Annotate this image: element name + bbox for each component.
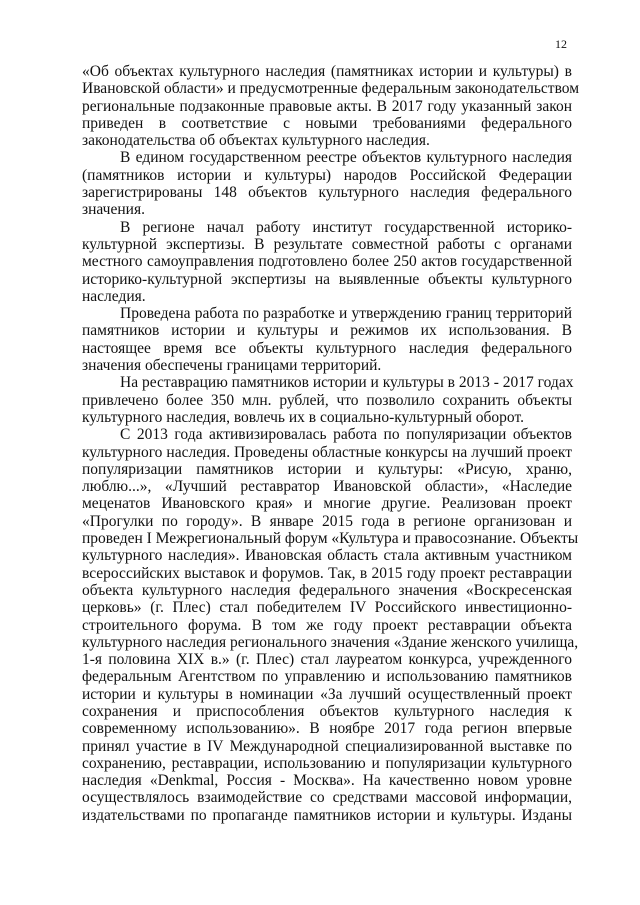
text-line: привлечено более 350 млн. рублей, что позволило сохранить объекты — [82, 391, 572, 409]
text-line: местного самоуправления подготовлено более 250 актов государственной — [82, 253, 572, 271]
text-line: памятников истории и культуры и режимов их использования. В — [82, 322, 572, 340]
text-line: культурной экспертизы. В результате совместной работы с органами — [82, 235, 572, 253]
text-line: культурного наследия, вовлечь их в социально-культурный оборот. — [82, 408, 524, 426]
text-line: В едином государственном реестре объектов культурного наследия — [120, 149, 572, 167]
text-line: люблю...», «Лучший реставратор Ивановской области», «Наследие — [82, 478, 572, 496]
paragraph — [82, 305, 572, 374]
text-line: наследия. — [82, 287, 146, 305]
paragraph — [82, 63, 580, 150]
text-line: 1-я половина XIX в.» (г. Плес) стал лауреатом конкурса, учрежденного — [82, 651, 572, 669]
text-line: культурного наследия». Ивановская область стала активным участником — [82, 547, 572, 565]
text-line: объекта культурного наследия федерального значения «Воскресенская — [82, 581, 572, 599]
text-line: культурного наследия. Проведены областные конкурсы на лучший проект — [82, 443, 572, 461]
text-line: значения. — [82, 201, 145, 219]
paragraph — [82, 426, 579, 824]
text-line: историко-культурной экспертизы на выявленные объекты культурного — [82, 270, 572, 288]
text-line: региональные подзаконные правовые акты. В 2017 году указанный закон — [82, 97, 572, 115]
paragraph — [82, 374, 572, 426]
text-line: настоящее время все объекты культурного наследия федерального — [82, 339, 572, 357]
page-number: 12 — [555, 37, 567, 51]
paragraph — [82, 149, 572, 218]
text-line: В регионе начал работу институт государственной историко- — [120, 218, 572, 236]
text-line: культурного наследия регионального значения «Здание женского училища, — [82, 633, 579, 651]
text-line: современному использованию». В ноябре 2017 года регион впервые — [82, 720, 572, 738]
text-line: законодательства об объектах культурного наследия. — [82, 132, 430, 150]
text-line: Проведена работа по разработке и утверждению границ территорий — [120, 305, 572, 323]
text-line: издательствами по пропаганде памятников истории и культуры. Изданы — [82, 806, 572, 824]
text-line: церковь» (г. Плес) стал победителем IV Российского инвестиционно- — [82, 599, 572, 617]
text-line: популяризации памятников истории и культуры: «Рисую, храню, — [82, 460, 572, 478]
text-line: «Об объектах культурного наследия (памятниках истории и культуры) в — [82, 63, 572, 80]
text-line: (памятников истории и культуры) народов Российской Федерации — [82, 166, 572, 184]
text-line: «Прогулки по городу». В январе 2015 года в регионе организован и — [82, 512, 572, 530]
paragraph — [82, 219, 572, 305]
text-line: истории и культуры в номинации «За лучший осуществленный проект — [82, 685, 572, 703]
text-line: наследия «Denkmal, Россия - Москва». На качественно новом уровне — [82, 772, 572, 790]
document-body — [82, 63, 580, 824]
text-line: проведен I Межрегиональный форум «Культура и правосознание. Объекты — [82, 530, 579, 548]
text-line: сохранению, реставрации, использованию и популяризации культурного — [82, 754, 572, 772]
text-line: На реставрацию памятников истории и культуры в 2013 - 2017 годах — [120, 374, 574, 392]
text-line: Ивановской области» и предусмотренные федеральным законодательством — [82, 80, 580, 98]
text-line: С 2013 года активизировалась работа по популяризации объектов — [120, 426, 572, 444]
text-line: принял участие в IV Международной специализированной выставке по — [82, 737, 572, 755]
text-line: приведен в соответствие с новыми требованиями федерального — [82, 114, 572, 132]
text-line: значения обеспечены границами территорий. — [82, 357, 382, 375]
text-line: сохранения и приспособления объектов культурного наследия к — [82, 702, 572, 720]
text-line: меценатов Ивановского края» и многие другие. Реализован проект — [82, 495, 572, 513]
text-line: всероссийских выставок и форумов. Так, в 2015 году проект реставрации — [82, 564, 572, 582]
text-line: осуществлялось взаимодействие со средствами массовой информации, — [82, 789, 572, 807]
text-line: зарегистрированы 148 объектов культурного наследия федерального — [82, 184, 572, 202]
text-line: федеральным Агентством по управлению и использованию памятников — [82, 668, 572, 686]
text-line: строительного форума. В том же году проект реставрации объекта — [82, 616, 572, 634]
